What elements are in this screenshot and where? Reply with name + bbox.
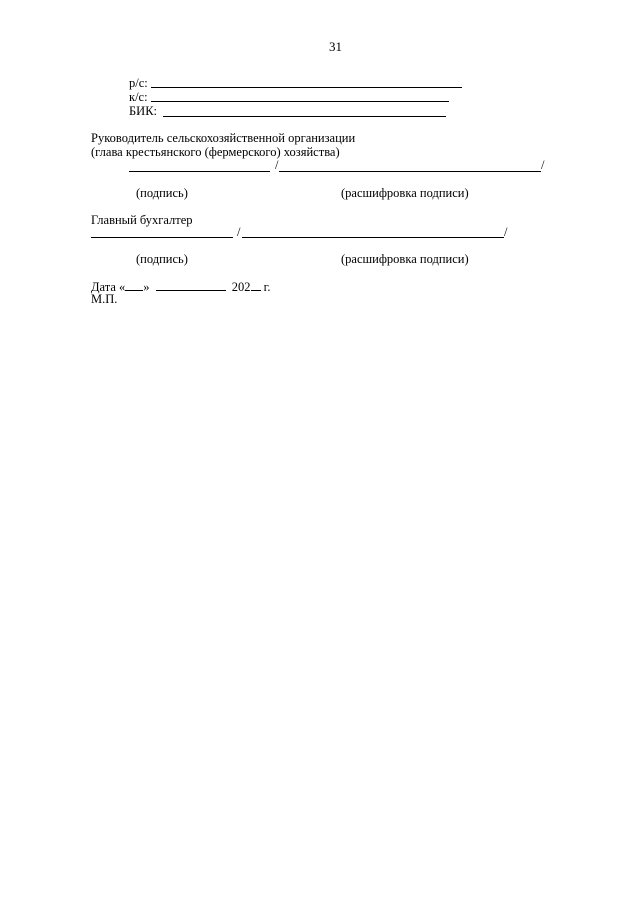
head-signature-line (129, 171, 270, 172)
corr-account-line (151, 101, 449, 102)
date-line (91, 278, 271, 294)
accountant-signature-line (91, 237, 233, 238)
accountant-title: Главный бухгалтер (91, 213, 193, 227)
accountant-transcript-line (242, 237, 504, 238)
date-year-blank (251, 278, 261, 291)
date-year-prefix: 202 (231, 280, 251, 294)
accountant-slash-left: / (237, 225, 241, 239)
head-transcript-line (279, 171, 541, 172)
date-month-blank (156, 278, 226, 291)
head-title-line2: (глава крестьянского (фермерского) хозяйства) (91, 145, 340, 159)
bik-label: БИК: (129, 104, 158, 118)
corr-account-label: к/с: (129, 90, 148, 104)
date-quote-close: » (143, 280, 150, 294)
accountant-signature-caption: (подпись) (136, 252, 188, 266)
account-line (151, 87, 462, 88)
head-slash-left: / (275, 158, 279, 172)
accountant-transcript-caption: (расшифровка подписи) (341, 252, 469, 266)
head-signature-caption: (подпись) (136, 186, 188, 200)
date-day-blank (125, 278, 143, 291)
page-number: 31 (329, 39, 342, 54)
bik-line (163, 116, 446, 117)
head-slash-right: / (541, 158, 545, 172)
date-prefix: Дата « (91, 280, 126, 294)
date-year-suffix: г. (263, 280, 271, 294)
account-label: р/с: (129, 76, 148, 90)
head-transcript-caption: (расшифровка подписи) (341, 186, 469, 200)
accountant-slash-right: / (504, 225, 508, 239)
stamp-place: М.П. (91, 292, 118, 306)
head-title-line1: Руководитель сельскохозяйственной организации (91, 131, 356, 145)
